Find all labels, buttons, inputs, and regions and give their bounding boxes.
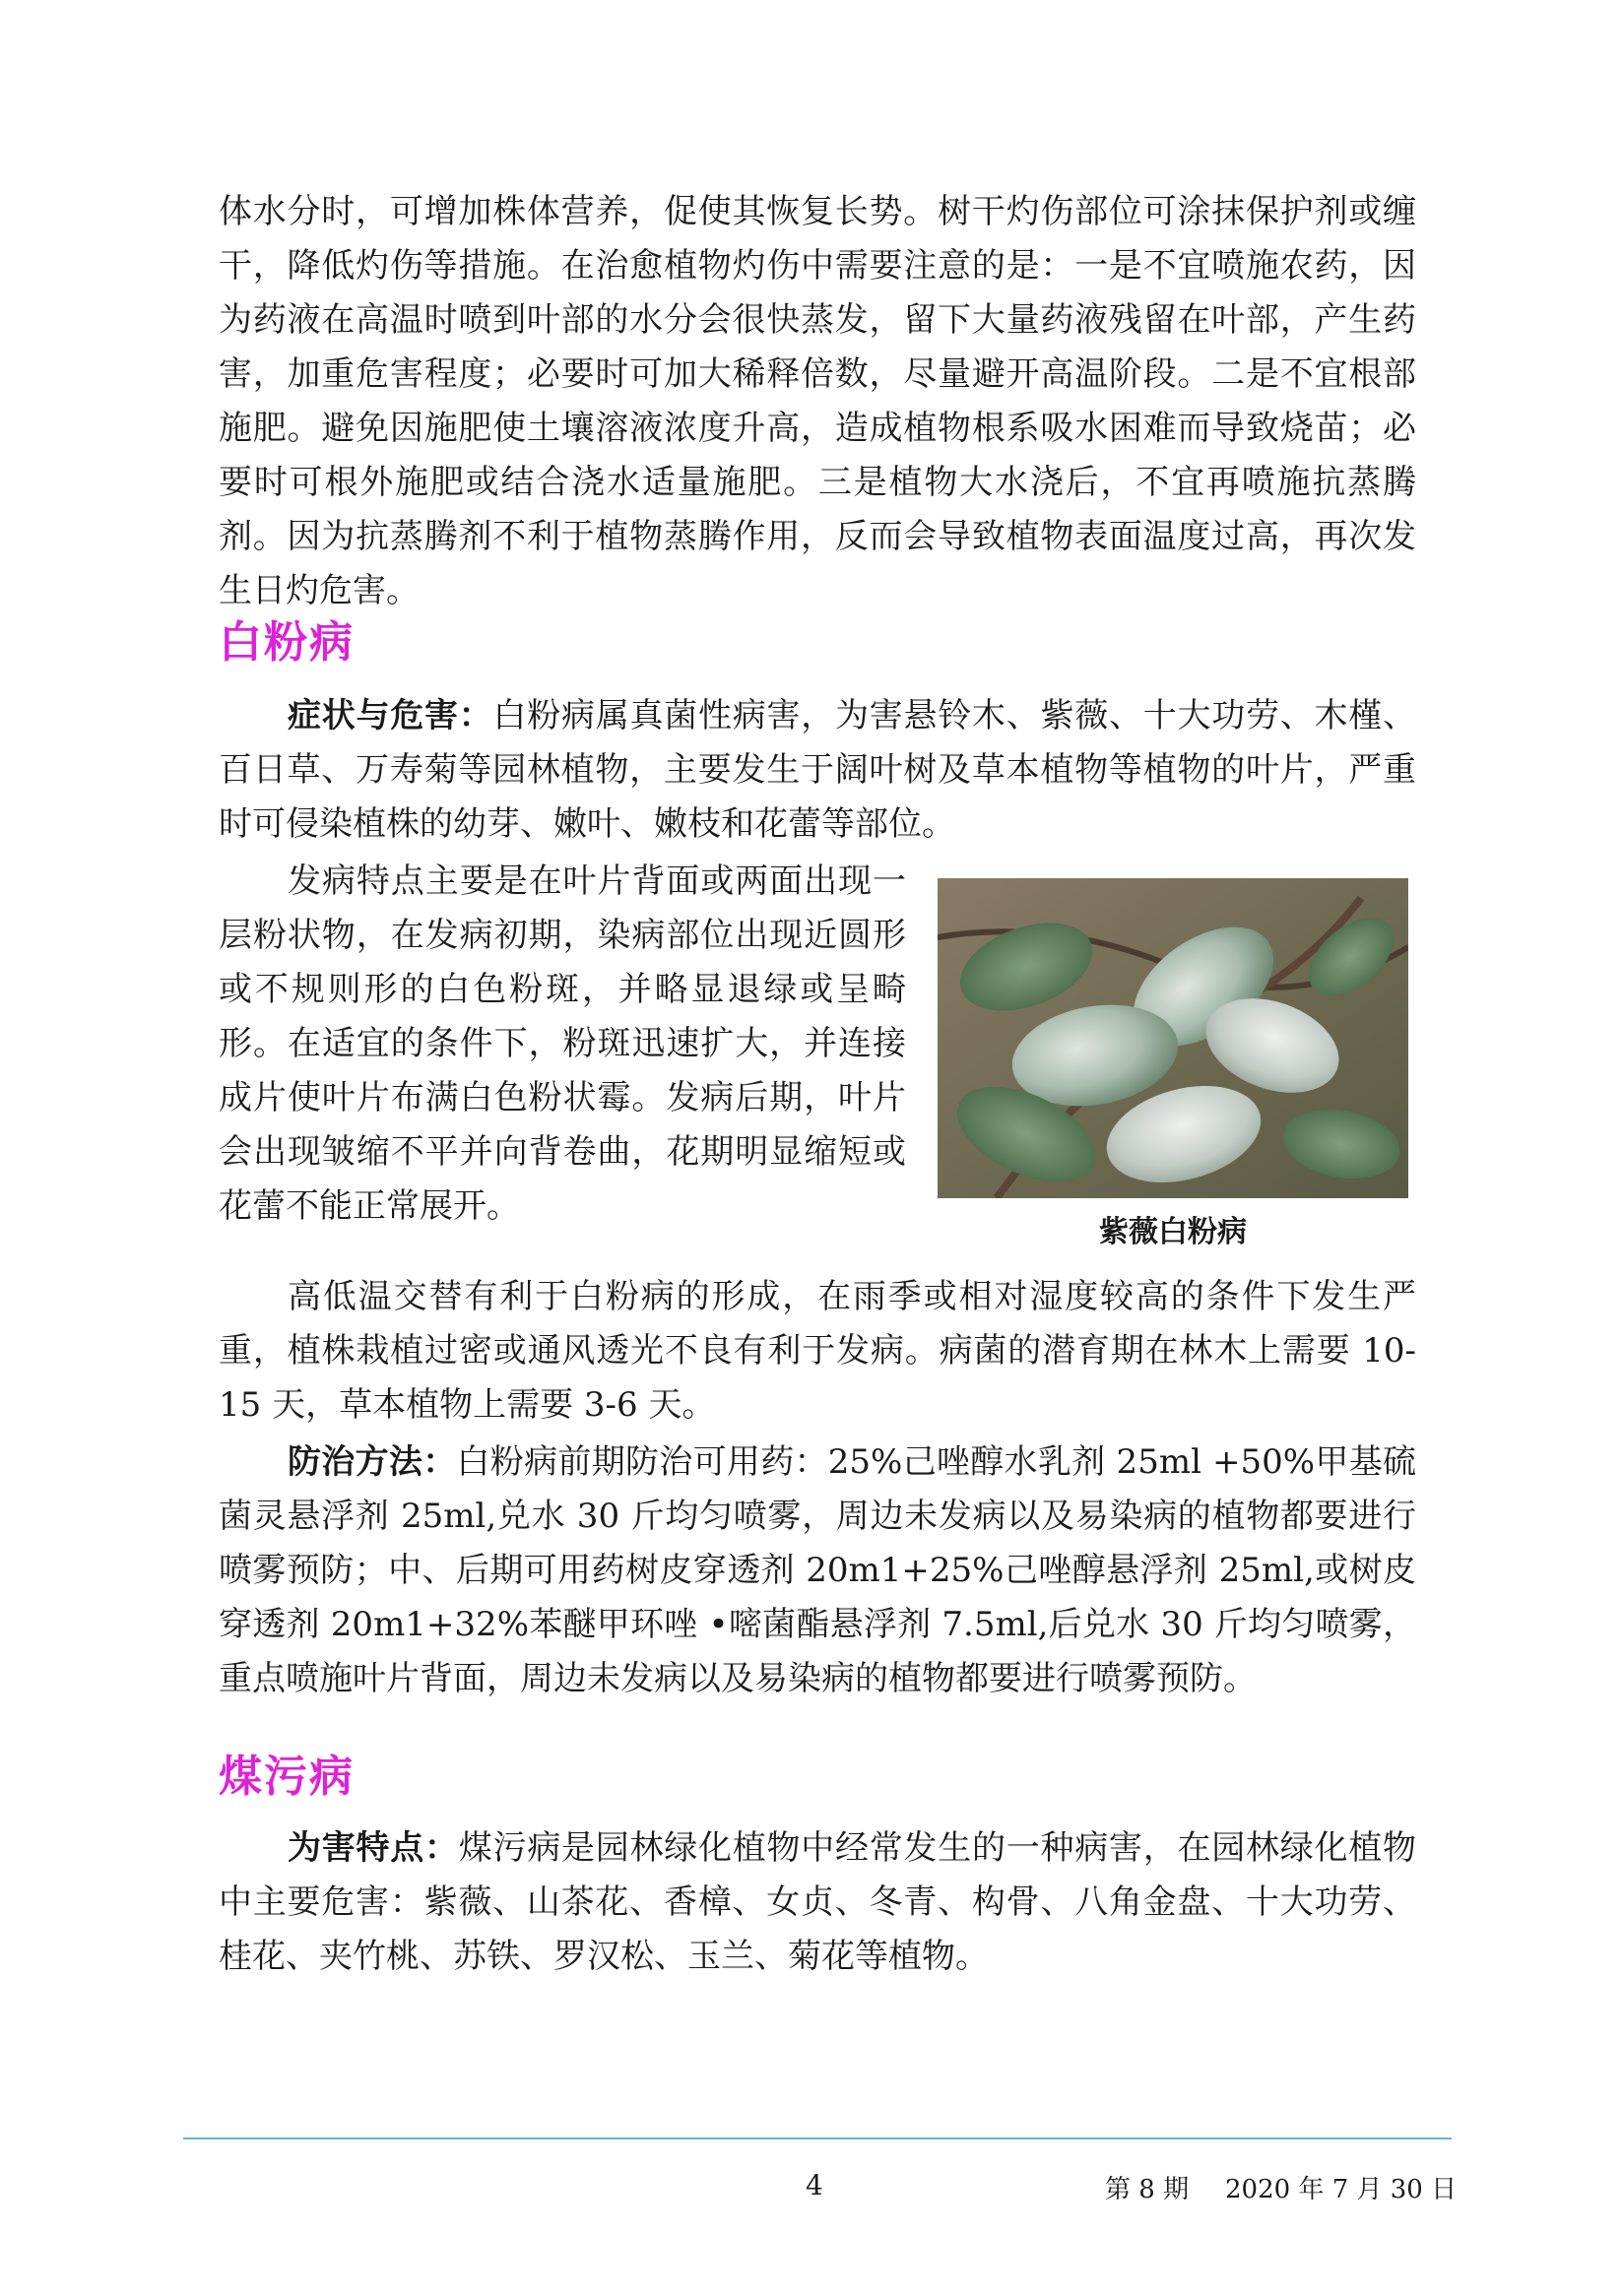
- control-label: 防治方法：: [288, 1442, 457, 1482]
- sooty-mold-text: 煤污病是园林绿化植物中经常发生的一种病害，在园林绿化植物中主要危害：紫薇、山茶花、香樟、女贞、冬青、构骨、八角金盘、十大功劳、桂花、夹竹桃、苏铁、罗汉松、玉兰、菊花等植物。: [219, 1828, 1416, 1976]
- heading-powdery-mildew: 白粉病: [219, 617, 355, 668]
- figure-caption: 紫薇白粉病: [1099, 1215, 1247, 1249]
- symptoms-text: 白粉病属真菌性病害，为害悬铃木、紫薇、十大功劳、木槿、百日草、万寿菊等园林植物，主要发生于阔叶树及草本植物等植物的叶片，严重时可侵染植株的幼芽、嫩叶、嫩枝和花蕾等部位。: [219, 696, 1416, 844]
- sooty-mold-label: 为害特点：: [288, 1828, 459, 1868]
- issue-date: 2020 年 7 月 30 日: [1225, 2175, 1458, 2204]
- control-paragraph: [219, 1435, 1416, 1706]
- heading-sooty-mold: 煤污病: [219, 1752, 355, 1802]
- intro-paragraph: 体水分时，可增加株体营养，促使其恢复长势。树干灼伤部位可涂抹保护剂或缠干，降低灼伤等措施。在治愈植物灼伤中需要注意的是：一是不宜喷施农药，因为药液在高温时喷到叶部的水分会很快蒸发，留下大量药液残留在叶部，产生药害，加重危害程度；必要时可加大稀释倍数，尽量避开高温阶段。二是不宜根部施肥。避免因施肥使土壤溶液浓度升高，造成植物根系吸水困难而导致烧苗；必要时可根外施肥或结合浇水适量施肥。三是植物大水浇后，不宜再喷施抗蒸腾剂。因为抗蒸腾剂不利于植物蒸腾作用，反而会导致植物表面温度过高，再次发生日灼危害。: [219, 192, 1416, 610]
- crape-myrtle-powdery-mildew-photo: [938, 878, 1408, 1198]
- sooty-mold-paragraph: [219, 1821, 1416, 1984]
- conditions-paragraph: 高低温交替有利于白粉病的形成，在雨季或相对湿度较高的条件下发生严重，植株栽植过密或通风透光不良有利于发病。病菌的潜育期在林木上需要 10-15 天，草本植物上需要 3-6 天。: [219, 1277, 1416, 1425]
- page-number: 4: [806, 2169, 823, 2201]
- symptoms-paragraph: [219, 689, 1416, 852]
- footer-rule: [183, 2137, 1452, 2139]
- control-text: 白粉病前期防治可用药：25%己唑醇水乳剂 25ml +50%甲基硫菌灵悬浮剂 25ml,兑水 30 斤均匀喷雾，周边未发病以及易染病的植物都要进行喷雾预防；中、后期可用药树皮穿透剂 20m1+25%己唑醇悬浮剂 25ml,或树皮穿透剂 20m1+32%苯醚甲环唑 •嘧菌酯悬浮剂 7.5ml,后兑水 30 斤均匀喷雾，重点喷施叶片背面，周边未发病以及易染病的植物都要进行喷雾预防。: [219, 1442, 1416, 1698]
- symptoms-label: 症状与危害：: [288, 696, 493, 735]
- features-paragraph: 发病特点主要是在叶片背面或两面出现一层粉状物，在发病初期，染病部位出现近圆形或不规则形的白色粉斑，并略显退绿或呈畸形。在适宜的条件下，粉斑迅速扩大，并连接成片使叶片布满白色粉状霉。发病后期，叶片会出现皱缩不平并向背卷曲，花期明显缩短或花蕾不能正常展开。: [219, 861, 906, 1226]
- issue-number: 第 8 期: [1105, 2175, 1190, 2204]
